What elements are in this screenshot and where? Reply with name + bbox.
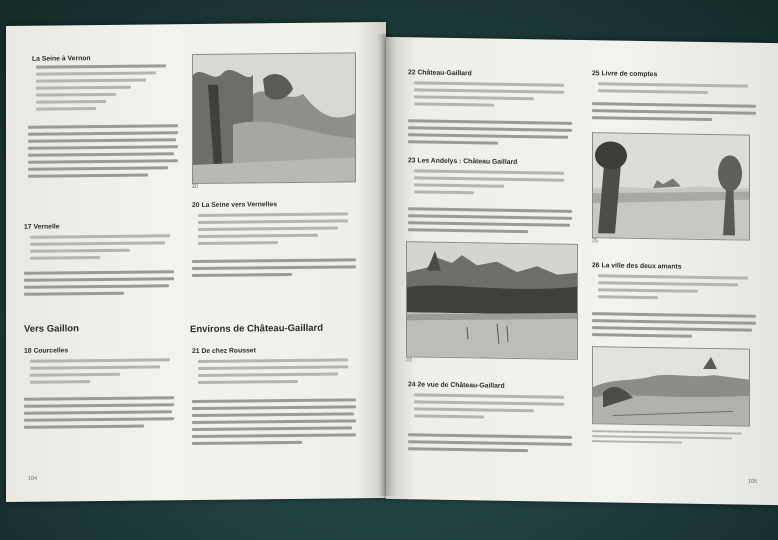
text-line: [36, 86, 131, 90]
text-line: [198, 365, 348, 370]
text-line: [28, 145, 178, 150]
text-line: [414, 169, 564, 174]
text-line: [28, 152, 174, 157]
text-line: [592, 102, 756, 108]
text-line: [24, 277, 174, 282]
landscape-etching-image: [192, 52, 356, 184]
figure-number: 20: [192, 183, 199, 191]
text-line: [24, 417, 174, 422]
text-line: [198, 241, 278, 245]
entry-heading-26: 26 La ville des deux amants: [592, 262, 682, 271]
text-line: [414, 407, 534, 412]
chateau-gaillard-photograph: [406, 241, 578, 360]
text-line: [198, 227, 338, 231]
page-number: 105: [748, 478, 758, 485]
book-gutter: [376, 34, 396, 496]
right-page: [386, 37, 778, 505]
text-line: [408, 228, 528, 233]
text-line: [30, 373, 120, 377]
text-line: [598, 274, 748, 279]
text-line: [598, 82, 748, 87]
text-line: [30, 380, 90, 384]
page-number: 104: [28, 475, 38, 482]
text-line: [28, 138, 176, 143]
text-line: [598, 295, 658, 299]
text-line: [30, 241, 165, 245]
text-line: [28, 131, 178, 136]
section-heading-environs: Environs de Château-Gaillard: [190, 322, 324, 336]
text-line: [198, 373, 338, 377]
text-line: [414, 81, 564, 86]
text-line: [30, 365, 160, 369]
text-line: [28, 159, 178, 164]
text-line: [408, 221, 570, 227]
text-line: [192, 398, 356, 403]
text-line: [192, 441, 302, 445]
text-line: [24, 410, 172, 415]
text-line: [598, 281, 738, 286]
text-line: [414, 393, 564, 398]
text-line: [414, 176, 564, 181]
text-line: [192, 405, 356, 410]
text-line: [36, 79, 146, 83]
text-line: [408, 126, 572, 132]
text-line: [28, 166, 168, 170]
figure-number: 22: [406, 357, 413, 364]
text-line: [598, 288, 698, 293]
text-line: [24, 284, 169, 289]
text-line: [30, 249, 130, 253]
text-line: [592, 109, 756, 115]
entry-heading-17: 17 Vernelle: [24, 223, 60, 231]
text-line: [192, 412, 354, 417]
text-line: [192, 273, 292, 277]
text-line: [192, 419, 356, 424]
text-line: [30, 234, 170, 238]
text-line: [192, 265, 356, 270]
text-line: [592, 116, 712, 121]
text-line: [198, 358, 348, 363]
text-line: [36, 64, 166, 68]
text-line: [24, 396, 174, 401]
section-heading-vers-gaillon: Vers Gaillon: [24, 323, 79, 335]
text-line: [408, 140, 498, 144]
text-line: [36, 100, 106, 104]
caption-line: [592, 440, 682, 443]
entry-heading-21: 21 De chez Rousset: [192, 347, 256, 356]
text-line: [30, 256, 100, 260]
entry-heading-20: 20 La Seine vers Vernelles: [192, 201, 278, 210]
figure-number: 25: [592, 238, 599, 245]
river-landscape-drawing: [592, 132, 750, 240]
text-line: [414, 95, 534, 100]
text-line: [198, 219, 348, 224]
text-line: [24, 270, 174, 275]
text-line: [408, 133, 568, 139]
left-page: [6, 22, 386, 502]
text-line: [192, 258, 356, 263]
text-line: [408, 214, 572, 220]
text-line: [198, 234, 318, 238]
text-line: [598, 89, 708, 94]
text-line: [414, 88, 564, 93]
text-line: [192, 426, 352, 431]
text-line: [408, 447, 528, 452]
text-line: [28, 174, 148, 178]
text-line: [414, 102, 494, 106]
text-line: [36, 93, 116, 97]
text-line: [36, 107, 96, 111]
entry-heading-25: 25 Livre de comptes: [592, 70, 658, 79]
text-line: [30, 358, 170, 362]
text-line: [408, 433, 572, 439]
text-line: [414, 190, 474, 194]
text-line: [192, 433, 356, 438]
caption-line: [592, 435, 732, 439]
entry-heading-23: 23 Les Andelys : Château Gaillard: [408, 157, 518, 166]
text-line: [408, 207, 572, 213]
text-line: [414, 400, 564, 405]
caption-line: [592, 430, 742, 434]
text-line: [408, 119, 572, 125]
text-line: [198, 380, 298, 384]
text-line: [414, 183, 504, 187]
text-line: [36, 71, 156, 75]
engraving-view-image: [592, 346, 750, 426]
text-line: [414, 414, 484, 418]
text-line: [24, 292, 124, 296]
text-line: [592, 319, 756, 325]
text-line: [198, 212, 348, 217]
text-line: [24, 403, 174, 408]
text-line: [408, 440, 572, 446]
entry-heading-24: 24 2e vue de Château-Gaillard: [408, 381, 505, 390]
text-line: [28, 124, 178, 129]
entry-heading-22: 22 Château-Gaillard: [408, 69, 472, 78]
text-line: [592, 333, 692, 338]
text-line: [24, 425, 144, 429]
text-line: [592, 312, 756, 318]
text-line: [592, 326, 752, 332]
entry-heading-18: 18 Courcelles: [24, 347, 69, 355]
entry-heading-top: La Seine à Vernon: [32, 55, 91, 63]
